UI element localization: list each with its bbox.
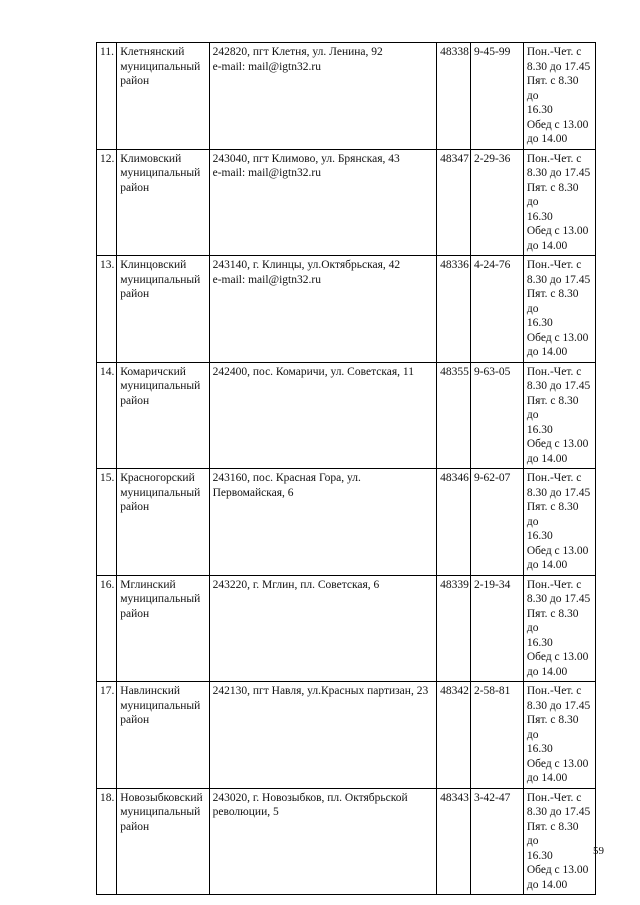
hours-line: 16.30 [526, 743, 553, 755]
phone-code: 48346 [437, 469, 471, 576]
hours-line: Пят. с 8.30 до [526, 820, 579, 847]
row-number: 13. [97, 256, 117, 363]
hours-line: 16.30 [526, 317, 553, 329]
email-text: e-mail: mail@igtn32.ru [212, 60, 321, 73]
row-number: 17. [97, 682, 117, 789]
hours-line: Обед с 13.00 [526, 331, 589, 344]
address-text: 243040, пгт Климово, ул. Брянская, 43 [212, 152, 400, 165]
row-number: 12. [97, 149, 117, 256]
address-cell [209, 469, 437, 576]
hours-line: 8.30 до 17.45 [526, 486, 591, 499]
address-cell [209, 682, 437, 789]
phone-number: 9-62-07 [470, 469, 523, 576]
phone-number: 2-19-34 [470, 575, 523, 682]
hours-line: 16.30 [526, 849, 553, 862]
hours-line: Обед с 13.00 [526, 544, 589, 557]
phone-number: 9-63-05 [470, 362, 523, 469]
phone-code: 48339 [437, 575, 471, 682]
hours-line: 16.30 [526, 636, 553, 649]
district-name: Новозыбковский муниципальный район [117, 788, 209, 895]
hours-line: Пон.-Чет. с [526, 685, 582, 697]
hours-line: Пят. с 8.30 до [526, 181, 579, 208]
phone-number: 3-42-47 [470, 788, 523, 895]
hours-line: до 14.00 [526, 772, 568, 784]
hours-line: до 14.00 [526, 133, 568, 145]
hours-line: до 14.00 [526, 239, 568, 252]
hours-line: Пят. с 8.30 до [526, 394, 579, 421]
hours-line: 8.30 до 17.45 [526, 699, 591, 712]
phone-number: 4-24-76 [470, 256, 523, 363]
table-row [97, 43, 596, 150]
hours-line: до 14.00 [526, 452, 568, 465]
district-name: Комаричский муниципальный район [117, 362, 209, 469]
address-text: 243020, г. Новозыбков, пл. Октябрьской революции, 5 [212, 791, 408, 818]
working-hours [523, 149, 595, 256]
phone-code: 48343 [437, 788, 471, 895]
hours-line: Пон.-Чет. с [526, 46, 582, 58]
email-text: e-mail: mail@igtn32.ru [212, 167, 321, 179]
hours-line: до 14.00 [526, 878, 568, 891]
working-hours [523, 469, 595, 576]
row-number: 11. [97, 43, 117, 150]
phone-number: 2-58-81 [470, 682, 523, 789]
district-name: Климовский муниципальный район [117, 149, 209, 256]
hours-line: 16.30 [526, 530, 553, 542]
hours-line: Пят. с 8.30 до [526, 75, 579, 102]
working-hours [523, 256, 595, 363]
phone-number: 2-29-36 [470, 149, 523, 256]
address-cell [209, 575, 437, 682]
address-cell [209, 256, 437, 363]
hours-line: Обед с 13.00 [526, 864, 589, 876]
address-text: 243220, г. Мглин, пл. Советская, 6 [212, 578, 380, 591]
phone-code: 48338 [437, 43, 471, 150]
table-row [97, 788, 596, 895]
district-name: Красногорский муниципальный район [117, 469, 209, 576]
working-hours [523, 43, 595, 150]
hours-line: до 14.00 [526, 346, 568, 358]
table-row [97, 149, 596, 256]
hours-line: 16.30 [526, 423, 553, 436]
working-hours [523, 682, 595, 789]
district-name: Клетнянский муниципальный район [117, 43, 209, 150]
hours-line: 16.30 [526, 104, 553, 116]
phone-code: 48342 [437, 682, 471, 789]
table-body [97, 43, 596, 895]
address-cell [209, 788, 437, 895]
hours-line: до 14.00 [526, 559, 568, 571]
address-text: 242130, пгт Навля, ул.Красных партизан, 23 [212, 685, 429, 697]
hours-line: Обед с 13.00 [526, 438, 589, 450]
address-cell [209, 149, 437, 256]
address-text: 243160, пос. Красная Гора, ул. Первомайская, 6 [212, 472, 361, 499]
hours-line: 8.30 до 17.45 [526, 593, 591, 605]
hours-line: 8.30 до 17.45 [526, 273, 591, 286]
table-row [97, 256, 596, 363]
table-row [97, 469, 596, 576]
phone-code: 48336 [437, 256, 471, 363]
working-hours [523, 362, 595, 469]
hours-line: Пон.-Чет. с [526, 578, 582, 591]
hours-line: 8.30 до 17.45 [526, 380, 591, 392]
districts-table [96, 42, 596, 895]
hours-line: 8.30 до 17.45 [526, 60, 591, 73]
hours-line: Пон.-Чет. с [526, 259, 582, 271]
table-row [97, 362, 596, 469]
hours-line: 16.30 [526, 210, 553, 223]
address-cell [209, 43, 437, 150]
hours-line: Обед с 13.00 [526, 757, 589, 770]
row-number: 15. [97, 469, 117, 576]
hours-line: Пят. с 8.30 до [526, 714, 579, 741]
email-text: e-mail: mail@igtn32.ru [212, 273, 321, 286]
table-row [97, 575, 596, 682]
hours-line: до 14.00 [526, 665, 568, 678]
hours-line: Пят. с 8.30 до [526, 288, 579, 315]
district-name: Мглинский муниципальный район [117, 575, 209, 682]
row-number: 14. [97, 362, 117, 469]
table-row [97, 682, 596, 789]
district-name: Клинцовский муниципальный район [117, 256, 209, 363]
phone-number: 9-45-99 [470, 43, 523, 150]
hours-line: Пон.-Чет. с [526, 152, 582, 165]
hours-line: 8.30 до 17.45 [526, 167, 591, 179]
hours-line: Пон.-Чет. с [526, 365, 582, 378]
hours-line: Обед с 13.00 [526, 225, 589, 237]
hours-line: 8.30 до 17.45 [526, 806, 591, 818]
row-number: 18. [97, 788, 117, 895]
working-hours [523, 788, 595, 895]
address-cell [209, 362, 437, 469]
hours-line: Пят. с 8.30 до [526, 607, 579, 634]
working-hours [523, 575, 595, 682]
address-text: 242400, пос. Комаричи, ул. Советская, 11 [212, 365, 414, 378]
hours-line: Обед с 13.00 [526, 118, 589, 131]
row-number: 16. [97, 575, 117, 682]
hours-line: Обед с 13.00 [526, 651, 589, 663]
hours-line: Пят. с 8.30 до [526, 501, 579, 528]
hours-line: Пон.-Чет. с [526, 791, 582, 804]
page-number: 59 [593, 845, 604, 857]
district-name: Навлинский муниципальный район [117, 682, 209, 789]
address-text: 243140, г. Клинцы, ул.Октябрьская, 42 [212, 259, 401, 271]
hours-line: Пон.-Чет. с [526, 472, 582, 484]
phone-code: 48347 [437, 149, 471, 256]
phone-code: 48355 [437, 362, 471, 469]
address-text: 242820, пгт Клетня, ул. Ленина, 92 [212, 46, 383, 58]
